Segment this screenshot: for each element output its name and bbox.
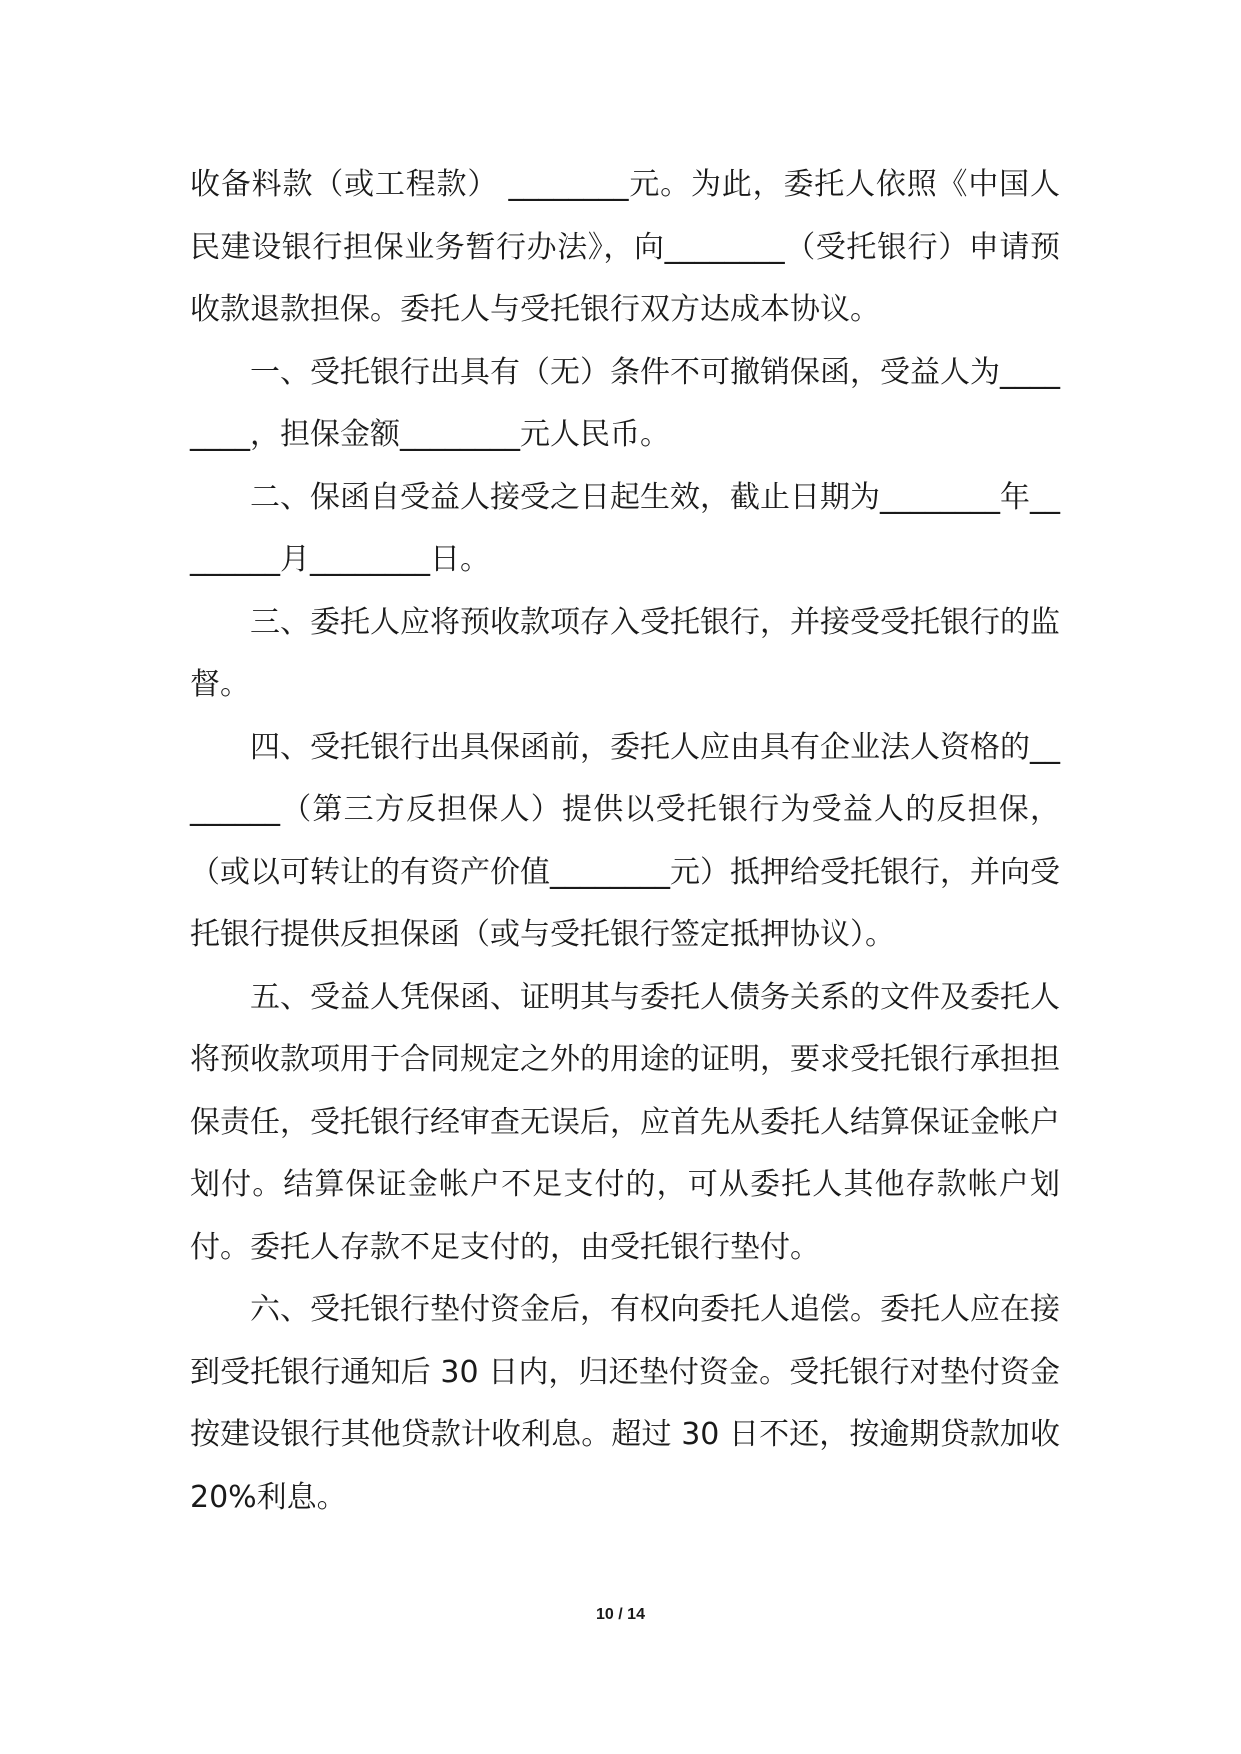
paragraph-clause-6: 六、受托银行垫付资金后，有权向委托人追偿。委托人应在接到受托银行通知后 30 日内，归还垫付资金。受托银行对垫付资金按建设银行其他贷款计收利息。超过 30 日不还，按逾期贷款加收 20%利息。 — [190, 1292, 1060, 1515]
paragraph-clause-4: 四、受托银行出具保函前，委托人应由具有企业法人资格的________（第三方反担保人）提供以受托银行为受益人的反担保，（或以可转让的有资产价值________元）抵押给受托银行，并向受托银行提供反担保函（或与受托银行签定抵押协议）。 — [190, 729, 1060, 952]
paragraph-clause-1: 一、受托银行出具有（无）条件不可撤销保函，受益人为________，担保金额________元人民币。 — [190, 354, 1060, 452]
paragraph-intro: 收备料款（或工程款） ________元。为此，委托人依照《中国人民建设银行担保业务暂行办法》，向________（受托银行）申请预收款退款担保。委托人与受托银行双方达成本协议。 — [190, 167, 1060, 327]
paragraph-clause-3: 三、委托人应将预收款项存入受托银行，并接受受托银行的监督。 — [190, 604, 1060, 702]
document-body — [190, 154, 1060, 1529]
paragraph-clause-2: 二、保函自受益人接受之日起生效，截止日期为________年________月________日。 — [190, 479, 1060, 577]
page-number: 10 / 14 — [596, 1606, 645, 1623]
paragraph-clause-5: 五、受益人凭保函、证明其与委托人债务关系的文件及委托人将预收款项用于合同规定之外的用途的证明，要求受托银行承担担保责任，受托银行经审查无误后，应首先从委托人结算保证金帐户划付。结算保证金帐户不足支付的，可从委托人其他存款帐户划付。委托人存款不足支付的，由受托银行垫付。 — [190, 979, 1060, 1265]
